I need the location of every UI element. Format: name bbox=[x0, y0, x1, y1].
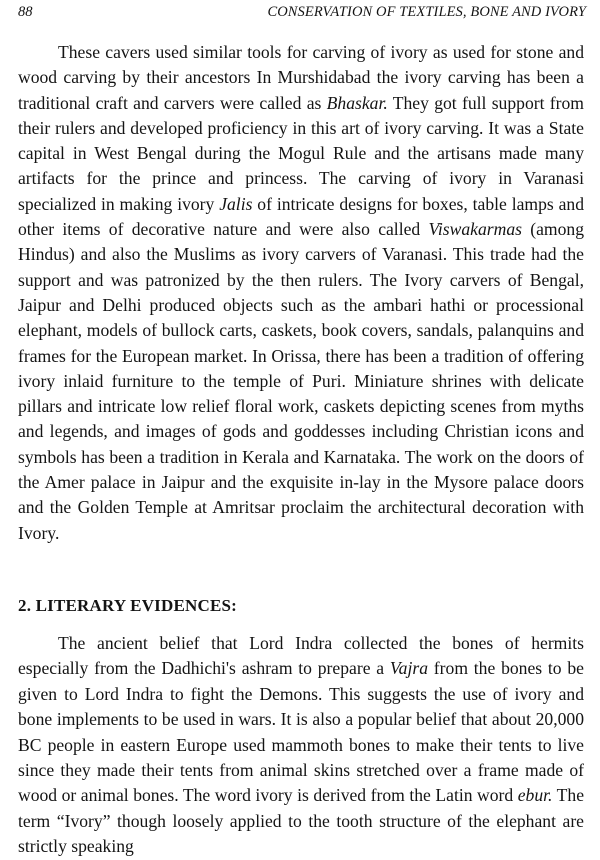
text-run: The term “Ivory” though loosely applied to the tooth structure of the elephant are strictly speaking bbox=[18, 785, 584, 857]
text-run: from the bones to be given to Lord Indra to fight the Demons. This suggests the use of ivory and bone implements to be used in wars. It is also a popular belief that about 20,000 BC people in eastern Europe used mammoth bones to make their tents to live since they made their tents from animal skins stretched over a frame made of wood or animal bones. The word ivory is derived from the Latin word bbox=[18, 658, 584, 806]
body-paragraph-ivory-carving bbox=[18, 40, 584, 546]
italic-term-ebur: ebur. bbox=[517, 785, 553, 806]
italic-term-vajra: Vajra bbox=[389, 658, 429, 679]
text-run: The ancient belief that Lord Indra collected the bones of hermits especially from the Dadhichi's ashram to prepare a bbox=[18, 633, 584, 679]
body-paragraph-literary-evidences bbox=[18, 631, 584, 860]
page-header bbox=[18, 4, 586, 26]
page-number: 88 bbox=[18, 4, 33, 20]
italic-term-viswakarmas: Viswakarmas bbox=[428, 219, 522, 240]
running-title: CONSERVATION OF TEXTILES, BONE AND IVORY bbox=[267, 4, 586, 20]
section-heading: 2. LITERARY EVIDENCES: bbox=[18, 596, 238, 615]
text-run: (among Hindus) and also the Muslims as ivory carvers of Varanasi. This trade had the support and was patronized by the then rulers. The Ivory carvers of Bengal, Jaipur and Delhi produced objects such as the ambari hathi or processional elephant, models of bullock carts, caskets, book covers, sandals, palanquins and frames for the European market. In Orissa, there has been a tradition of offering ivory inlaid furniture to the temple of Puri. Miniature shrines with delicate pillars and intricate low relief floral work, caskets depicting scenes from myths and legends, and images of gods and goddesses including Christian icons and symbols has been a tradition in Kerala and Karnataka. The work on the doors of the Amer palace in Jaipur and the exquisite in-lay in the Mysore palace doors and the Golden Temple at Amritsar proclaim the architectural decoration with Ivory. bbox=[18, 219, 584, 543]
text-run: They got full support from their rulers and developed proficiency in this art of ivory carving. It was a State capital in West Bengal during the Mogul Rule and the artisans made many artifacts for the prince and princess. The carving of ivory in Varanasi specialized in making ivory bbox=[18, 92, 584, 214]
italic-term-bhaskar: Bhaskar. bbox=[326, 92, 388, 113]
italic-term-jalis: Jalis bbox=[219, 193, 253, 214]
text-run: of intricate designs for boxes, table lamps and other items of decorative nature and were also called bbox=[18, 193, 584, 240]
text-run: These cavers used similar tools for carving of ivory as used for stone and wood carving by their ancestors In Murshidabad the ivory carving has been a traditional craft and carvers were called as bbox=[18, 42, 584, 113]
